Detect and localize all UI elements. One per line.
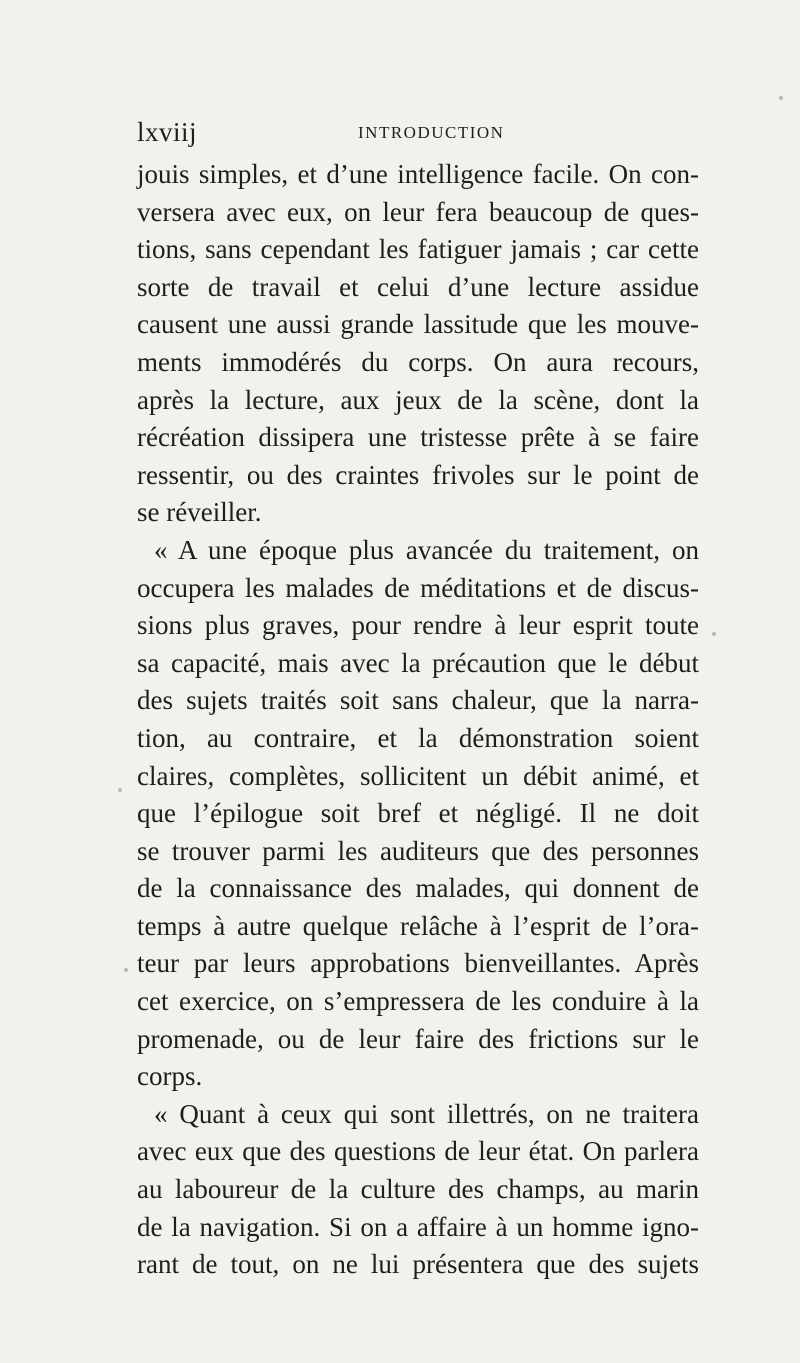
paper-speck [712, 632, 716, 636]
text-line: « A une époque plus avancée du traitement, on [154, 534, 699, 565]
text-line: versera avec eux, on leur fera beaucoup de ques- [137, 196, 699, 227]
text-line: sa capacité, mais avec la précaution que le début [137, 647, 699, 678]
text-line: cet exercice, on s’empressera de les conduire à la [137, 986, 699, 1017]
text-line: récréation dissipera une tristesse prête à se faire [137, 422, 699, 453]
paper-speck [118, 788, 122, 792]
text-line: jouis simples, et d’une intelligence facile. On con- [137, 159, 699, 189]
paper-speck [124, 968, 128, 972]
text-line: « Quant à ceux qui sont illettrés, on ne traitera [154, 1098, 699, 1129]
text-line: se réveiller. [137, 497, 262, 528]
text-line: ressentir, ou des craintes frivoles sur le point de [137, 459, 699, 490]
text-line: temps à autre quelque relâche à l’esprit de l’ora- [137, 910, 699, 941]
text-line: teur par leurs approbations bienveillantes. Après [137, 948, 699, 979]
text-line: occupera les malades de méditations et de discus- [137, 572, 699, 603]
page-number: lxviij [137, 117, 198, 147]
running-head [137, 117, 697, 147]
text-line: tions, sans cependant les fatiguer jamais ; car cette [137, 234, 699, 265]
text-line: corps. [137, 1061, 203, 1092]
text-line: de la navigation. Si on a affaire à un homme igno- [137, 1211, 699, 1242]
paper-speck [779, 96, 783, 100]
text-line: se trouver parmi les auditeurs que des personnes [137, 835, 699, 866]
text-line: causent une aussi grande lassitude que les mouve- [137, 309, 699, 340]
text-line: promenade, ou de leur faire des frictions sur le [137, 1023, 699, 1054]
text-line: rant de tout, on ne lui présentera que des sujets [137, 1249, 699, 1280]
text-line: claires, complètes, sollicitent un débit animé, et [137, 760, 699, 791]
text-line: sions plus graves, pour rendre à leur esprit toute [137, 610, 699, 641]
text-line: au laboureur de la culture des champs, au marin [137, 1174, 699, 1205]
text-line: que l’épilogue soit bref et négligé. Il ne doit [137, 798, 699, 829]
text-line: après la lecture, aux jeux de la scène, dont la [137, 384, 699, 415]
text-line: avec eux que des questions de leur état. On parlera [137, 1136, 699, 1167]
text-line: des sujets traités soit sans chaleur, que la narra- [137, 685, 699, 716]
text-line: ments immodérés du corps. On aura recours, [137, 346, 699, 377]
body-text [137, 156, 699, 1284]
text-line: de la connaissance des malades, qui donnent de [137, 873, 699, 904]
text-line: tion, au contraire, et la démonstration soient [137, 722, 699, 753]
running-title: INTRODUCTION [358, 123, 505, 142]
text-line: sorte de travail et celui d’une lecture assidue [137, 271, 699, 302]
